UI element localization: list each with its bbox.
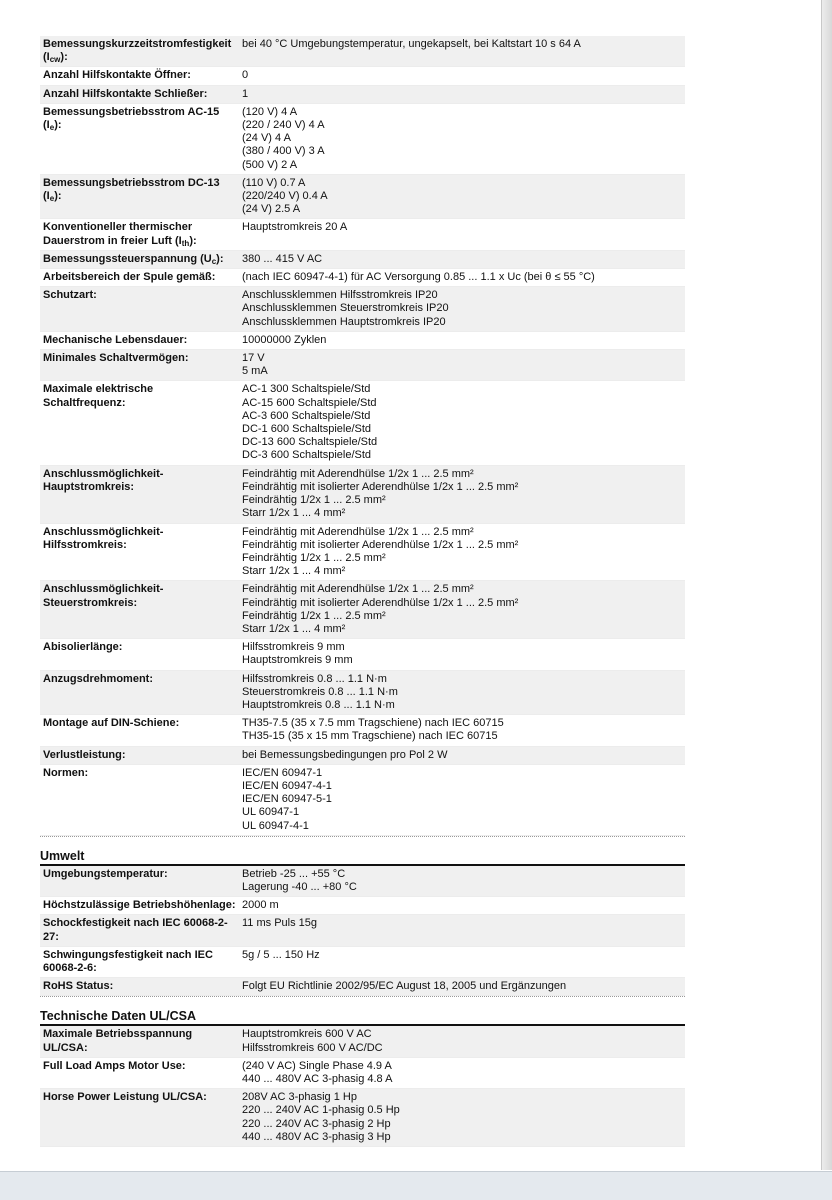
spec-value [242,749,685,762]
spec-value [242,468,685,521]
spec-label [43,673,242,713]
spec-value-line: Feindrähtig mit isolierter Aderendhülse 1/2x 1 ... 2.5 mm² [242,538,519,551]
spec-label [43,38,242,64]
spec-value [242,106,685,172]
spec-label [43,767,242,833]
spec-label-tail: ): [60,51,68,64]
spec-value-line: Starr 1/2x 1 ... 4 mm² [242,622,346,635]
spec-value-line: UL 60947-1 [242,806,300,819]
spec-label-text: Schwingungsfestigkeit nach IEC 60068-2-6: [43,948,213,974]
spec-value [242,526,685,579]
spec-row [40,175,685,220]
spec-value [242,917,685,943]
spec-label-text: Mechanische Lebensdauer: [43,333,188,346]
spec-label-text: Full Load Amps Motor Use: [43,1059,186,1072]
spec-label [43,749,242,762]
spec-value-line: Feindrähtig mit isolierter Aderendhülse 1/2x 1 ... 2.5 mm² [242,596,519,609]
spec-row [40,36,685,67]
spec-label [43,334,242,347]
spec-value-line: Feindrähtig mit isolierter Aderendhülse 1/2x 1 ... 2.5 mm² [242,480,519,493]
spec-label [43,69,242,82]
spec-label [43,526,242,579]
spec-label-tail: ): [189,234,197,247]
spec-value-line: Hilfsstromkreis 600 V AC/DC [242,1041,383,1054]
spec-row [40,639,685,670]
spec-value-line: IEC/EN 60947-4-1 [242,779,332,792]
spec-label-text: Umgebungstemperatur: [43,867,168,880]
spec-value-line: Feindrähtig 1/2x 1 ... 2.5 mm² [242,494,386,507]
spec-value [242,38,685,64]
viewer-status-bar [0,1171,832,1200]
spec-label-subscript: c [211,256,217,266]
spec-value [242,583,685,636]
spec-label-text: Höchstzulässige Betriebshöhenlage: [43,899,236,912]
spec-label-subscript: cw [49,55,61,65]
spec-label-text: Maximale elektrische Schaltfrequenz: [43,383,154,409]
spec-value-line: AC-1 300 Schaltspiele/Std [242,383,371,396]
spec-value [242,1091,685,1144]
spec-value [242,899,685,912]
spec-label [43,949,242,975]
spec-value [242,641,685,667]
spec-row [40,524,685,582]
spec-value-line: Folgt EU Richtlinie 2002/95/EC August 18, 2005 und Ergänzungen [242,980,567,993]
spec-value-line: 380 ... 415 V AC [242,252,323,265]
spec-row [40,978,685,996]
spec-value-line: 11 ms Puls 15g [242,917,318,930]
spec-value-line: 208V AC 3-phasig 1 Hp [242,1091,357,1104]
spec-value-line: AC-3 600 Schaltspiele/Std [242,409,371,422]
spec-row [40,219,685,250]
spec-value-line: UL 60947-4-1 [242,819,309,832]
spec-value-line: DC-1 600 Schaltspiele/Std [242,423,372,436]
spec-value [242,949,685,975]
spec-value-line: Hauptstromkreis 20 A [242,221,348,234]
spec-value-line: (24 V) 2.5 A [242,203,301,216]
spec-value [242,383,685,462]
spec-label-text: Anzahl Hilfskontakte Schließer: [43,87,208,100]
spec-label [43,583,242,636]
spec-label-text: Bemessungsbetriebsstrom AC-15 (I [43,105,220,132]
spec-row [40,747,685,765]
datasheet-page [40,36,685,1147]
spec-value-line: (240 V AC) Single Phase 4.9 A [242,1059,392,1072]
spec-label [43,352,242,378]
spec-row [40,86,685,104]
spec-value-line: AC-15 600 Schaltspiele/Std [242,396,377,409]
spec-value [242,1028,685,1054]
spec-row [40,581,685,639]
spec-value-line: (220/240 V) 0.4 A [242,190,328,203]
spec-label [43,641,242,667]
spec-label-text: Anzahl Hilfskontakte Öffner: [43,69,191,82]
spec-label-text: Schutzart: [43,289,97,302]
spec-row [40,251,685,269]
spec-label [43,88,242,101]
spec-value-line: DC-13 600 Schaltspiele/Std [242,436,378,449]
spec-value-line: Starr 1/2x 1 ... 4 mm² [242,507,346,520]
spec-value-line: (24 V) 4 A [242,132,291,145]
spec-value [242,673,685,713]
spec-value-line: Steuerstromkreis 0.8 ... 1.1 N·m [242,685,398,698]
spec-value-line: 10000000 Zyklen [242,333,327,346]
spec-value-line: Anschlussklemmen Steuerstromkreis IP20 [242,302,449,315]
spec-label [43,253,242,266]
spec-value-line: 2000 m [242,899,279,912]
spec-value [242,334,685,347]
spec-label-text: Verlustleistung: [43,748,126,761]
spec-label [43,177,242,217]
spec-value-line: Hauptstromkreis 0.8 ... 1.1 N·m [242,698,395,711]
main-spec-table [40,36,685,837]
spec-row [40,104,685,175]
spec-value [242,221,685,247]
spec-value-line: (220 / 240 V) 4 A [242,119,325,132]
spec-label-subscript: e [49,123,55,133]
spec-label-tail: ): [216,252,224,265]
page-edge-shadow [821,0,832,1170]
spec-value-line: bei 40 °C Umgebungstemperatur, ungekapselt, bei Kaltstart 10 s 64 A [242,38,581,50]
spec-label-text: Schockfestigkeit nach IEC 60068-2-27: [43,917,228,943]
spec-label [43,1028,242,1054]
spec-label-text: Anschlussmöglichkeit-Steuerstromkreis: [43,583,164,609]
spec-value-line: Starr 1/2x 1 ... 4 mm² [242,565,346,578]
spec-value [242,868,685,894]
spec-value-line: 17 V [242,352,265,365]
spec-label-subscript: th [181,238,190,248]
spec-value [242,88,685,101]
spec-label-tail: ): [54,190,62,203]
spec-label [43,717,242,743]
spec-value [242,717,685,743]
spec-label-text: Normen: [43,766,89,779]
spec-row [40,67,685,85]
spec-value-line: Anschlussklemmen Hilfsstromkreis IP20 [242,289,438,302]
spec-value-line: TH35-15 (35 x 15 mm Tragschiene) nach IEC 60715 [242,730,498,743]
spec-value-line: Feindrähtig mit Aderendhülse 1/2x 1 ... 2.5 mm² [242,467,474,480]
spec-value-line: Feindrähtig mit Aderendhülse 1/2x 1 ... 2.5 mm² [242,525,474,538]
spec-value-line: 220 ... 240V AC 3-phasig 2 Hp [242,1117,391,1130]
spec-value-line: (110 V) 0.7 A [242,176,306,189]
spec-label-text: Minimales Schaltvermögen: [43,352,189,365]
spec-row [40,1026,685,1057]
spec-label [43,221,242,247]
spec-row [40,897,685,915]
spec-value-line: Feindrähtig 1/2x 1 ... 2.5 mm² [242,551,386,564]
spec-label-text: Abisolierlänge: [43,641,123,654]
spec-value [242,69,685,82]
spec-label [43,1091,242,1144]
spec-value [242,177,685,217]
spec-label [43,899,242,912]
spec-label [43,917,242,943]
spec-value-line: IEC/EN 60947-5-1 [242,793,332,806]
spec-label-subscript: e [49,194,55,204]
spec-label-text: Anzugsdrehmoment: [43,672,153,685]
umwelt-table [40,866,685,998]
spec-value-line: bei Bemessungsbedingungen pro Pol 2 W [242,748,448,761]
spec-row [40,269,685,287]
spec-row [40,287,685,332]
spec-value-line: 5g / 5 ... 150 Hz [242,948,320,961]
spec-value-line: IEC/EN 60947-1 [242,766,323,779]
spec-value [242,767,685,833]
spec-value-line: 440 ... 480V AC 3-phasig 3 Hp [242,1130,391,1143]
spec-value-line: Hauptstromkreis 600 V AC [242,1028,372,1041]
spec-value-line: (120 V) 4 A [242,105,298,118]
spec-value [242,271,685,284]
spec-value-line: Hilfsstromkreis 9 mm [242,641,345,654]
spec-label-text: RoHS Status: [43,980,114,993]
spec-value-line: Betrieb -25 ... +55 °C [242,867,346,880]
spec-label-text: Montage auf DIN-Schiene: [43,717,180,730]
spec-value-line: 440 ... 480V AC 3-phasig 4.8 A [242,1073,393,1085]
spec-label-tail: ): [54,119,62,132]
spec-row [40,350,685,381]
spec-row [40,381,685,465]
section-title-umwelt: Umwelt [40,849,685,866]
spec-label [43,106,242,172]
spec-label-text: Anschlussmöglichkeit-Hauptstromkreis: [43,467,164,493]
spec-label [43,271,242,284]
spec-value-line: 1 [242,87,249,100]
spec-row [40,332,685,350]
spec-row [40,466,685,524]
spec-row [40,1058,685,1089]
spec-value-line: (nach IEC 60947-4-1) für AC Versorgung 0.85 ... 1.1 x Uc (bei θ ≤ 55 °C) [242,271,595,284]
spec-row [40,715,685,746]
spec-label-text: Horse Power Leistung UL/CSA: [43,1091,207,1104]
spec-value-line: TH35-7.5 (35 x 7.5 mm Tragschiene) nach IEC 60715 [242,717,504,730]
spec-label-text: Anschlussmöglichkeit-Hilfsstromkreis: [43,525,164,551]
spec-label-text: Konventioneller thermischer Dauerstrom in freier Luft (I [43,221,193,247]
spec-label-text: Maximale Betriebsspannung UL/CSA: [43,1028,193,1054]
spec-label [43,980,242,993]
spec-value [242,1060,685,1086]
spec-row [40,1089,685,1147]
spec-value-line: Feindrähtig 1/2x 1 ... 2.5 mm² [242,609,386,622]
spec-value-line: Hilfsstromkreis 0.8 ... 1.1 N·m [242,672,387,685]
spec-value-line: DC-3 600 Schaltspiele/Std [242,449,372,462]
spec-label [43,289,242,329]
spec-value-line: (380 / 400 V) 3 A [242,145,325,158]
spec-row [40,671,685,716]
spec-value-line: 5 mA [242,365,268,378]
spec-value [242,289,685,329]
spec-label-text: Bemessungskurzzeitstromfestigkeit (I [43,38,232,64]
spec-label-text: Arbeitsbereich der Spule gemäß: [43,271,216,284]
spec-row [40,947,685,978]
spec-value-line: Hauptstromkreis 9 mm [242,654,353,667]
spec-value [242,980,685,993]
spec-label [43,868,242,894]
spec-value-line: Feindrähtig mit Aderendhülse 1/2x 1 ... 2.5 mm² [242,583,474,596]
spec-row [40,915,685,946]
spec-label-text: Bemessungssteuerspannung (U [43,252,212,265]
spec-value-line: (500 V) 2 A [242,158,298,171]
spec-value-line: Lagerung -40 ... +80 °C [242,880,357,893]
spec-row [40,866,685,897]
spec-label-text: Bemessungsbetriebsstrom DC-13 (I [43,176,220,203]
spec-value [242,352,685,378]
spec-row [40,765,685,836]
spec-value-line: 0 [242,69,249,82]
section-title-ul-csa: Technische Daten UL/CSA [40,1009,685,1026]
spec-value-line: 220 ... 240V AC 1-phasig 0.5 Hp [242,1104,400,1117]
spec-label [43,1060,242,1086]
spec-label [43,383,242,462]
spec-value-line: Anschlussklemmen Hauptstromkreis IP20 [242,315,446,328]
spec-value [242,253,685,266]
ul-csa-table [40,1026,685,1147]
spec-label [43,468,242,521]
